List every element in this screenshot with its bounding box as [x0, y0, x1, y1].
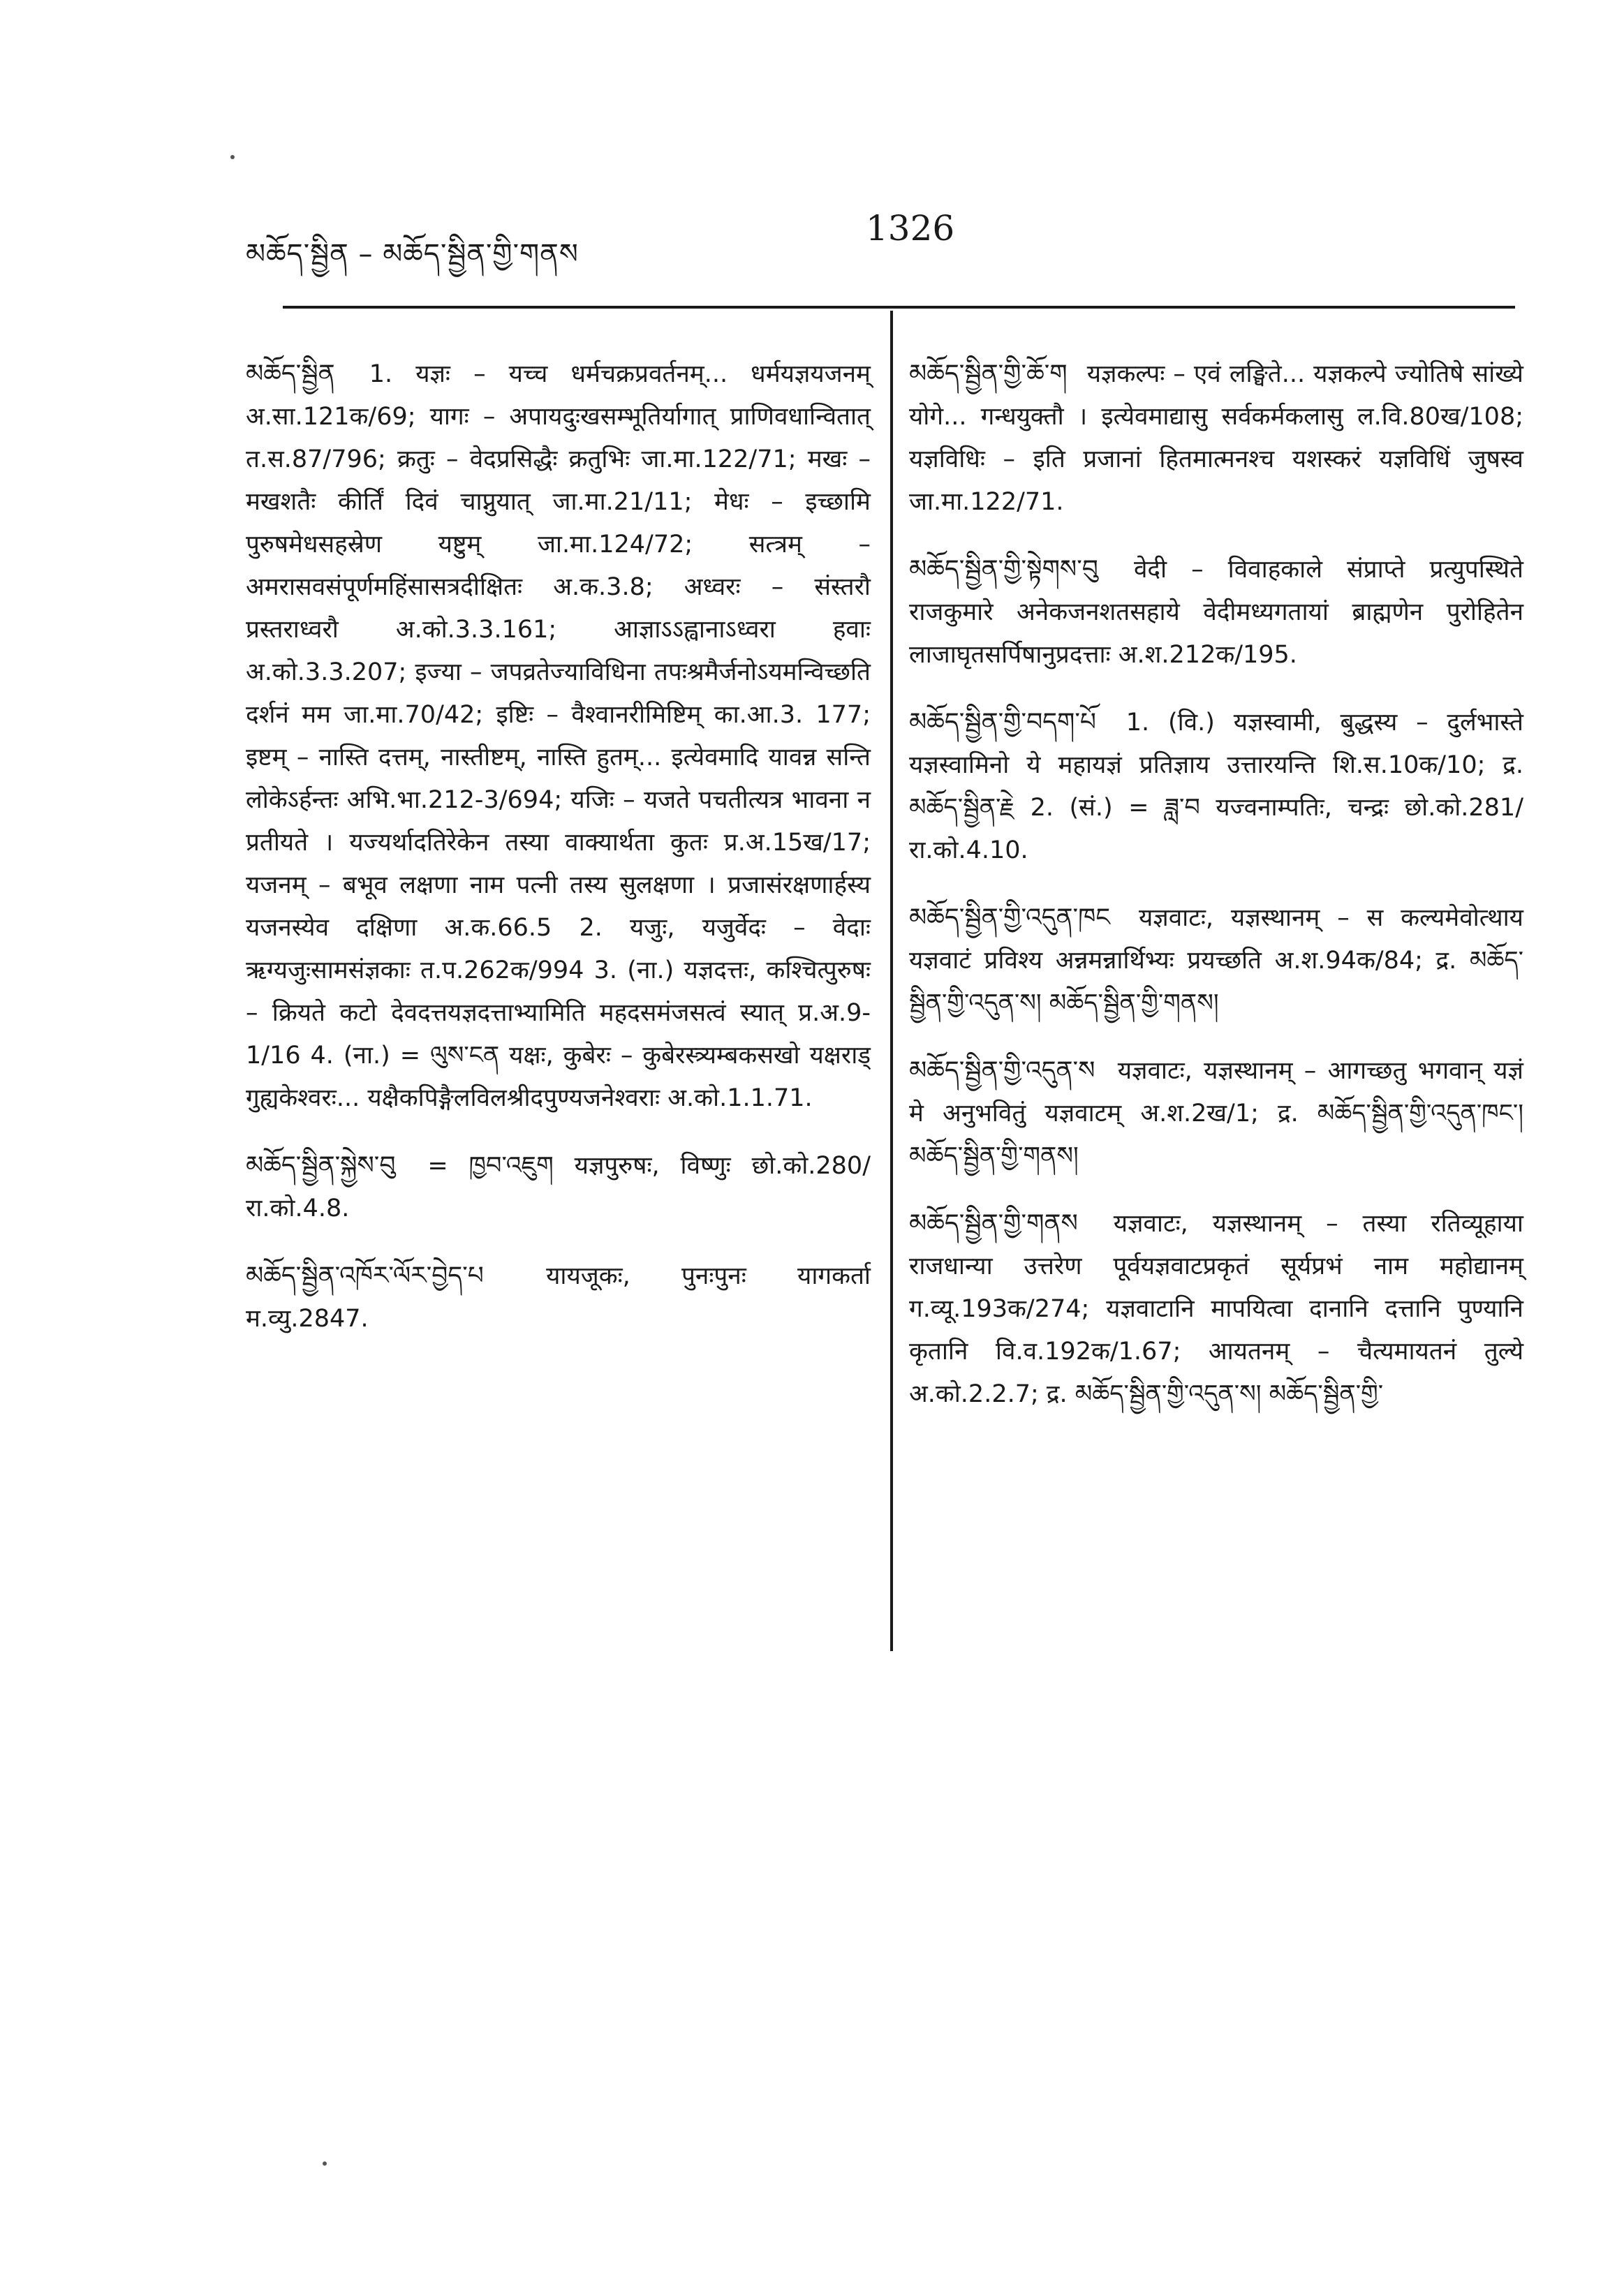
dictionary-entry: [909, 1202, 1523, 1416]
entry-headword: མཆོད་སྦྱིན་གྱི་འདུན་ས: [909, 1056, 1095, 1085]
entry-definition: = ཁྱབ་འཇུག यज्ञपुरुषः, विष्णुः छो.को.280/रा.को.4.8.: [246, 1152, 871, 1222]
running-head: མཆོད་སྦྱིན – མཆོད་སྦྱིན་གྱི་གནས: [246, 238, 579, 270]
entry-headword: མཆོད་སྦྱིན་གྱི་གནས: [909, 1209, 1078, 1238]
dictionary-entry: [909, 1049, 1523, 1178]
scan-speck: [323, 2161, 327, 2166]
dictionary-entry: [246, 1255, 871, 1340]
entry-headword: མཆོད་སྦྱིན: [246, 360, 335, 388]
entry-definition: यज्ञवाटः, यज्ञस्थानम् – स कल्यमेवोत्थाय यज्ञवाटं प्रविश्य अन्नमन्नार्थिभ्यः प्रयच्छति अ.श.94क/84; द्र. མཆོད་སྦྱིན་གྱི་འདུན་ས། མཆོད་སྦྱིན་གྱི་གནས།: [909, 904, 1523, 1017]
entry-definition: यायजूकः, पुनःपुनः यागकर्ता म.व्यु.2847.: [246, 1262, 871, 1333]
entry-definition: 1. यज्ञः – यच्च धर्मचक्रप्रवर्तनम्... धर्मयज्ञयजनम् अ.सा.121क/69; यागः – अपायदुःखसम्भूतिर्यागात् प्राणिवधान्वितात् त.स.87/796; क्रतुः – वेदप्रसिद्धैः क्रतुभिः जा.मा.122/71; मखः – मखशतैः कीर्तिं दिवं चाप्नुयात् जा.मा.21/11; मेधः – इच्छामि पुरुषमेधसहस्रेण यष्टुम् जा.मा.124/72; सत्त्रम् – अमरासवसंपूर्णमहिंसासत्रदीक्षितः अ.क.3.8; अध्वरः – संस्तरौ प्रस्तराध्वरौ अ.को.3.3.161; आज्ञाऽऽह्वानाऽध्वरा हवाः अ.को.3.3.207; इज्या – जपव्रतेज्याविधिना तपःश्रमैर्जनोऽयमन्विच्छति दर्शनं मम जा.मा.70/42; इष्टिः – वैश्वानरीमिष्टिम् का.आ.3. 177; इष्टम् – नास्ति दत्तम्, नास्तीष्टम्, नास्ति हुतम्... इत्येवमादि यावन्न सन्ति लोकेऽर्हन्तः अभि.भा.212-3/694; यजिः – यजते पचतीत्यत्र भावना न प्रतीयते । यज्यर्थादतिरेकेन तस्या वाक्यार्थता कुतः प्र.अ.15ख/17; यजनम् – बभूव लक्षणा नाम पत्नी तस्य सुलक्षणा । प्रजासंरक्षणार्हस्य यजनस्येव दक्षिणा अ.क.66.5 2. यजुः, यजुर्वेदः – वेदाः ऋग्यजुःसामसंज्ञकाः त.प.262क/994 3. (ना.) यज्ञदत्तः, कश्चित्पुरुषः – क्रियते कटो देवदत्तयज्ञदत्ताभ्यामिति महदसमंजसत्वं स्यात् प्र.अ.9-1/16 4. (ना.) = ལུས་ངན यक्षः, कुबेरः – कुबेरस्त्र्यम्बकसखो यक्षराड् गुह्यकेश्वरः... यक्षैकपिङ्गैलविलश्रीदपुण्यजनेश्वराः अ.को.1.1.71.: [246, 360, 871, 1112]
page-header: [246, 208, 1530, 271]
page-number: 1326: [866, 208, 955, 249]
entry-definition: यज्ञवाटः, यज्ञस्थानम् – तस्या रतिव्यूहाया राजधान्या उत्तरेण पूर्वयज्ञवाटप्रकृतं सूर्यप्रभं नाम महोद्यानम् ग.व्यू.193क/274; यज्ञवाटानि मापयित्वा दानानि दत्तानि पुण्यानि कृतानि वि.व.192क/1.67; आयतनम् – चैत्यमायतनं तुल्ये अ.को.2.2.7; द्र. མཆོད་སྦྱིན་གྱི་འདུན་ས། མཆོད་སྦྱིན་གྱི་: [909, 1210, 1523, 1408]
dictionary-entry: [909, 548, 1523, 676]
entry-definition: यज्ञवाटः, यज्ञस्थानम् – आगच्छतु भगवान् यज्ञं मे अनुभवितुं यज्ञवाटम् अ.श.2ख/1; द्र. མཆོད་སྦྱིན་གྱི་འདུན་ཁང་། མཆོད་སྦྱིན་གྱི་གནས།: [909, 1057, 1523, 1170]
entry-headword: མཆོད་སྦྱིན་འཁོར་ལོར་བྱེད་པ: [246, 1262, 484, 1290]
dictionary-entry: [246, 1144, 871, 1230]
header-rule: [283, 306, 1515, 309]
column-divider: [890, 311, 893, 1651]
left-column: [246, 328, 871, 1359]
entry-definition: यज्ञकल्पः – एवं लङ्घिते... यज्ञकल्पे ज्योतिषे सांख्ये योगे... गन्धयुक्तौ । इत्येवमाद्यासु सर्वकर्मकलासु ल.वि.80ख/108; यज्ञविधिः – इति प्रजानां हितमात्मनश्च यशस्करं यज्ञविधिं जुषस्व जा.मा.122/71.: [909, 360, 1523, 516]
entry-headword: མཆོད་སྦྱིན་གྱི་འདུན་ཁང: [909, 903, 1111, 932]
dictionary-entry: [909, 701, 1523, 872]
entry-headword: མཆོད་སྦྱིན་གྱི་ཆོ་ག: [909, 360, 1068, 388]
entry-definition: 1. (वि.) यज्ञस्वामी, बुद्धस्य – दुर्लभास्ते यज्ञस्वामिनो ये महायज्ञं प्रतिज्ञाय उत्तारयन्ति शि.स.10क/10; द्र. མཆོད་སྦྱིན་རྗེ 2. (सं.) = ཟླ་བ यज्वनाम्पतिः, चन्द्रः छो.को.281/रा.को.4.10.: [909, 709, 1523, 864]
dictionary-entry: [246, 353, 871, 1120]
right-column: [909, 328, 1523, 1434]
dictionary-entry: [909, 353, 1523, 524]
scan-speck: [230, 155, 235, 159]
entry-headword: མཆོད་སྦྱིན་གྱི་སྟེགས་བུ: [909, 555, 1098, 584]
entry-definition: वेदी – विवाहकाले संप्राप्ते प्रत्युपस्थिते राजकुमारे अनेकजनशतसहाये वेदीमध्यगतायां ब्राह्मणेन पुरोहितेन लाजाघृतसर्पिषानुप्रदत्ताः अ.श.212क/195.: [909, 556, 1523, 669]
entry-headword: མཆོད་སྦྱིན་སྐྱེས་བུ: [246, 1151, 396, 1180]
entry-headword: མཆོད་སྦྱིན་གྱི་བདག་པོ: [909, 708, 1096, 737]
dictionary-entry: [909, 896, 1523, 1025]
